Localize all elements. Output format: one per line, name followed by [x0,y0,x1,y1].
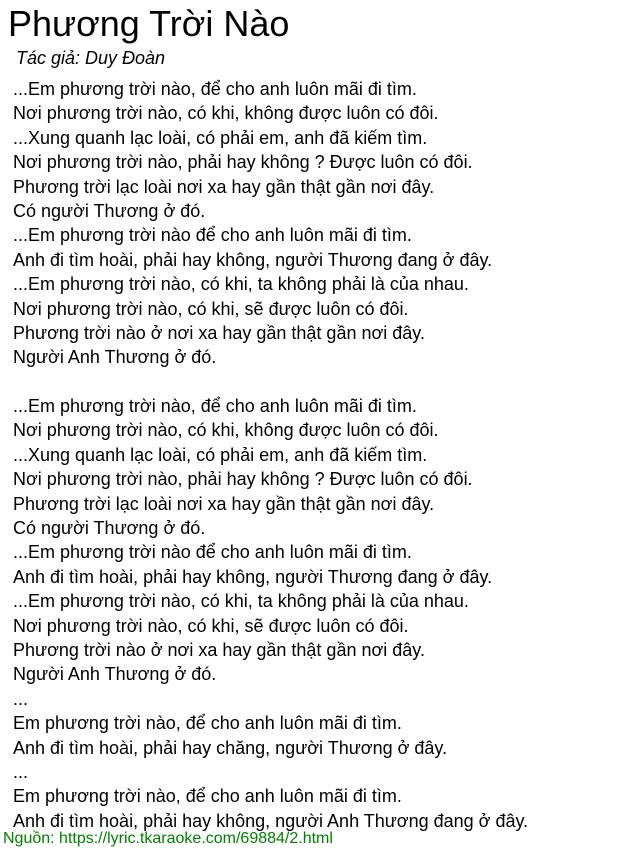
lyric-blank-line [13,370,627,394]
lyric-line: ...Em phương trời nào để cho anh luôn mãi đi tìm. [13,225,412,246]
lyric-line: Anh đi tìm hoài, phải hay chăng, người Thương ở đây. [13,737,448,758]
lyric-line: ... [13,688,29,709]
lyric-line: ...Em phương trời nào, có khi, ta không phải là của nhau. [13,274,469,295]
lyric-line: ...Em phương trời nào, có khi, ta không phải là của nhau. [13,591,469,612]
lyric-line: Anh đi tìm hoài, phải hay không, người Anh Thương đang ở đây. [13,810,529,831]
lyric-line: Nơi phương trời nào, phải hay không ? Được luôn có đôi. [13,469,473,490]
source-link[interactable]: Nguồn: https://lyric.tkaraoke.com/69884/2.html [3,830,333,847]
lyric-line: Nơi phương trời nào, có khi, không được luôn có đôi. [13,103,439,124]
lyric-line: Anh đi tìm hoài, phải hay không, người Thương đang ở đây. [13,566,493,587]
lyric-line: Nơi phương trời nào, có khi, không được luôn có đôi. [13,420,439,441]
lyric-line: ...Em phương trời nào, để cho anh luôn mãi đi tìm. [13,79,417,99]
lyric-line: ...Em phương trời nào để cho anh luôn mãi đi tìm. [13,542,412,563]
lyric-line: Phương trời nào ở nơi xa hay gần thật gần nơi đây. [13,639,425,660]
lyric-line: Nơi phương trời nào, có khi, sẽ được luôn có đôi. [13,298,409,319]
song-author: Tác giả: Duy Đoàn [16,48,166,68]
song-title: Phương Trời Nào [8,3,290,44]
lyrics-body [13,77,627,833]
lyric-line: Có người Thương ở đó. [13,518,206,539]
lyric-line: Phương trời nào ở nơi xa hay gần thật gần nơi đây. [13,322,425,343]
lyric-line: Nơi phương trời nào, phải hay không ? Được luôn có đôi. [13,152,473,173]
lyric-line: ...Xung quanh lạc loài, có phải em, anh đã kiếm tìm. [13,444,428,465]
lyric-line: Anh đi tìm hoài, phải hay không, người Thương đang ở đây. [13,249,493,270]
lyric-line: Nơi phương trời nào, có khi, sẽ được luôn có đôi. [13,615,409,636]
lyric-line: ...Xung quanh lạc loài, có phải em, anh đã kiếm tìm. [13,127,428,148]
lyric-line: ... [13,761,29,782]
lyric-line: Phương trời lạc loài nơi xa hay gần thật gần nơi đây. [13,493,435,514]
lyric-line: Phương trời lạc loài nơi xa hay gần thật gần nơi đây. [13,176,435,197]
lyric-line: Người Anh Thương ở đó. [13,347,217,368]
lyric-line: Em phương trời nào, để cho anh luôn mãi đi tìm. [13,713,402,734]
lyric-line: ...Em phương trời nào, để cho anh luôn mãi đi tìm. [13,396,417,417]
lyric-line: Có người Thương ở đó. [13,200,206,221]
lyric-line: Người Anh Thương ở đó. [13,664,217,685]
lyric-line: Em phương trời nào, để cho anh luôn mãi đi tìm. [13,786,402,807]
